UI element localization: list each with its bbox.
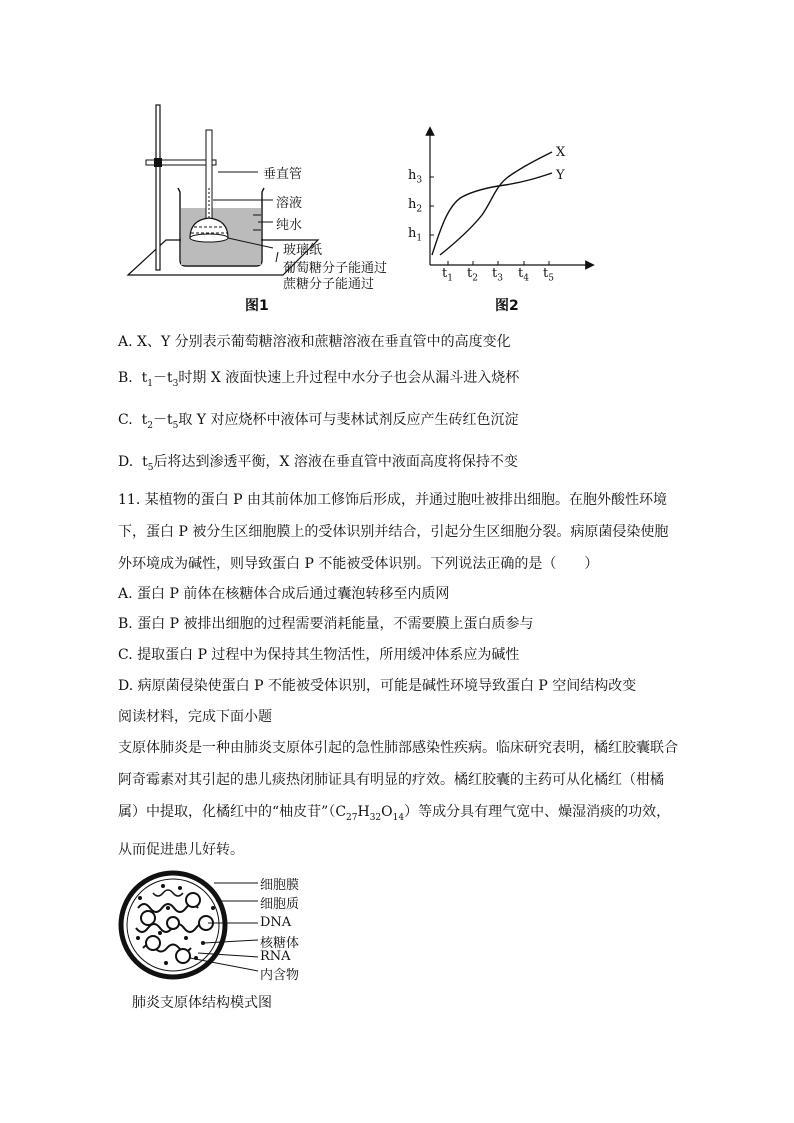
figure-2-caption: 图2 [495, 298, 519, 314]
reading-intro: 阅读材料，完成下面小题 [118, 709, 272, 725]
q10-option-b: B. $t_1-t_3$时期 X 液面快速上升过程中水分子也会从漏斗进入烧杯 [118, 370, 520, 389]
label-ribosome: 核糖体 [260, 936, 300, 951]
curve-label-x: X [556, 145, 566, 160]
q11-option-b: B. 蛋白 P 被排出细胞的过程需要消耗能量，不需要膜上蛋白质参与 [118, 616, 534, 632]
reading-passage: 支原体肺炎是一种由肺炎支原体引起的急性肺部感染性疾病。临床研究表明，橘红胶囊联合阿奇霉素对其引起的患儿痰热闭肺证具有明显的疗效。橘红胶囊的主药可从化橘红（柑橘属）中提取，化橘红中的“柚皮苷$”(C_{27}H_{32}O_{14})$等成分具有理气宽中、燥湿消痰的功效，从而促进患儿好转。 [118, 740, 678, 858]
curve-y [432, 173, 552, 255]
y-tick-h3: $h_3$ [408, 168, 423, 186]
q11-option-c: C. 提取蛋白 P 过程中为保持其生物活性，所用缓冲体系应为碱性 [118, 647, 520, 663]
x-tick-t5: $t_5$ [543, 266, 554, 284]
height-time-graph [400, 125, 600, 285]
label-vertical-tube: 垂直管 [263, 167, 303, 182]
label-glucose-passes: 葡萄糖分子能通过 [283, 261, 388, 276]
figure-3 [118, 868, 328, 1018]
figure-1-caption: 图1 [245, 298, 269, 314]
q10-option-d: D. $t_5$后将达到渗透平衡，X 溶液在垂直管中液面高度将保持不变 [118, 454, 518, 473]
q10-option-c: C. $t_2-t_5$取 Y 对应烧杯中液体可与斐林试剂反应产生砖红色沉淀 [118, 412, 519, 431]
x-tick-t3: $t_3$ [492, 266, 503, 284]
figure-1 [118, 100, 418, 315]
curve-x [440, 152, 552, 255]
q11-option-d: D. 病原菌侵染使蛋白 P 不能被受体识别，可能是碱性环境导致蛋白 P 空间结构改变 [118, 678, 637, 694]
figure-2 [400, 125, 600, 290]
label-pure-water: 纯水 [276, 218, 303, 233]
x-tick-t4: $t_4$ [518, 266, 529, 284]
q11-stem: 11. 某植物的蛋白 P 由其前体加工修饰后形成，并通过胞吐被排出细胞。在胞外酸性环境下，蛋白 P 被分生区细胞膜上的受体识别并结合，引起分生区细胞分裂。病原菌侵染使胞外环境成为碱性，则导致蛋白 P 不能被受体识别。下列说法正确的是（ ） [118, 492, 669, 572]
curve-label-y: Y [556, 168, 565, 183]
label-inclusion: 内含物 [260, 968, 300, 983]
x-tick-t2: $t_2$ [467, 266, 478, 284]
label-cellophane: 玻璃纸 [283, 243, 323, 258]
label-solution: 溶液 [276, 196, 303, 211]
y-tick-h1: $h_1$ [408, 226, 423, 244]
x-tick-t1: $t_1$ [442, 266, 453, 284]
label-dna: DNA [260, 915, 292, 930]
q10-option-a: A. X、Y 分别表示葡萄糖溶液和蔗糖溶液在垂直管中的高度变化 [118, 334, 511, 350]
y-tick-h2: $h_2$ [408, 197, 423, 215]
label-rna: RNA [260, 949, 291, 964]
label-cell-membrane: 细胞膜 [260, 878, 300, 893]
label-cytoplasm: 细胞质 [260, 897, 300, 912]
q11-option-a: A. 蛋白 P 前体在核糖体合成后通过囊泡转移至内质网 [118, 586, 450, 602]
label-sucrose-passes: 蔗糖分子能通过 [283, 277, 375, 292]
figure-3-caption: 肺炎支原体结构模式图 [132, 995, 272, 1011]
